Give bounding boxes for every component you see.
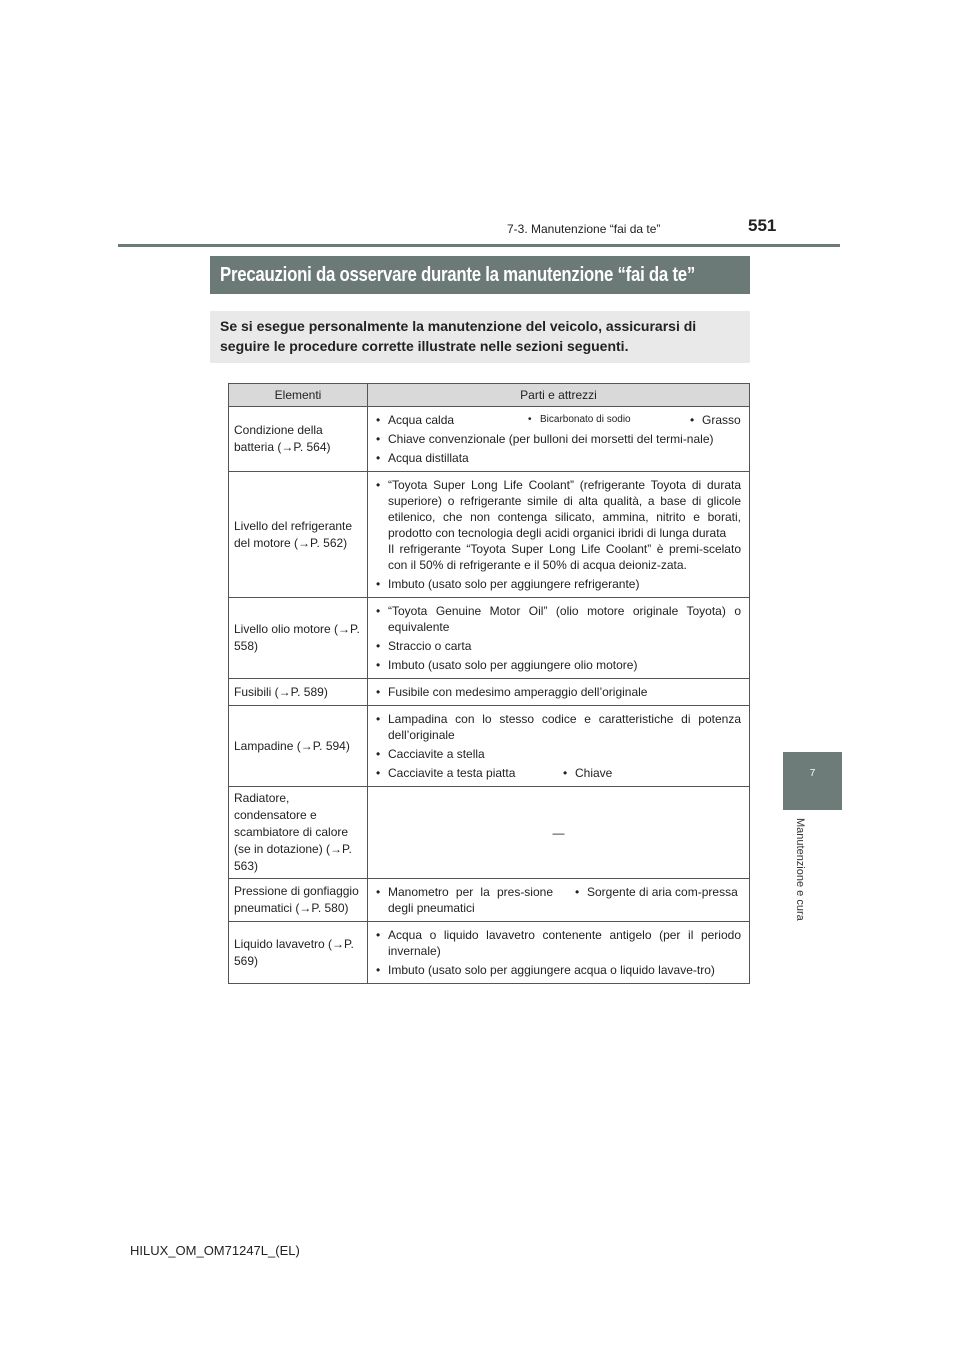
table-row bbox=[229, 706, 750, 787]
parts-cell bbox=[368, 472, 750, 598]
intro-text: Se si esegue personalmente la manutenzione del veicolo, assicurarsi di seguire le procedure corrette illustrate nelle sezioni seguenti. bbox=[220, 318, 697, 354]
list-item: • Lampadina con lo stesso codice e caratteristiche di potenza dell’originale bbox=[376, 711, 741, 743]
element-cell: Livello olio motore (→P. 558) bbox=[229, 598, 368, 679]
list-item: • Grasso bbox=[690, 412, 741, 428]
table-header-row bbox=[229, 384, 750, 407]
element-cell: Liquido lavavetro (→P. 569) bbox=[229, 922, 368, 984]
items-table bbox=[228, 383, 750, 984]
list-item: • “Toyota Genuine Motor Oil” (olio motore originale Toyota) o equivalente bbox=[376, 603, 741, 635]
list-item: • Imbuto (usato solo per aggiungere olio motore) bbox=[376, 657, 741, 673]
table-row bbox=[229, 407, 750, 472]
list-item bbox=[376, 477, 741, 573]
intro-box bbox=[210, 311, 750, 363]
inline-items bbox=[376, 412, 741, 428]
element-cell: Pressione di gonfiaggio pneumatici (→P. 580) bbox=[229, 879, 368, 922]
table-row bbox=[229, 922, 750, 984]
parts-cell bbox=[368, 407, 750, 472]
chapter-label-text: Manutenzione e cura bbox=[794, 818, 806, 921]
table-row bbox=[229, 598, 750, 679]
list-item: • Sorgente di aria com-pressa bbox=[575, 884, 739, 916]
parts-cell bbox=[368, 598, 750, 679]
inline-items bbox=[376, 765, 741, 781]
parts-cell bbox=[368, 922, 750, 984]
empty-dash: — bbox=[552, 825, 565, 840]
list-item: • Acqua distillata bbox=[376, 450, 741, 466]
parts-cell bbox=[368, 706, 750, 787]
element-cell: Livello del refrigerante del motore (→P. 562) bbox=[229, 472, 368, 598]
table-row bbox=[229, 787, 750, 879]
table-row bbox=[229, 679, 750, 706]
list-item: • Acqua o liquido lavavetro contenente antigelo (per il periodo invernale) bbox=[376, 927, 741, 959]
table-row bbox=[229, 472, 750, 598]
coolant-note: Il refrigerante “Toyota Super Long Life Coolant” è premi-scelato con il 50% di refrigerante e il 50% di acqua deioniz-zata. bbox=[388, 542, 741, 572]
section-title: Precauzioni da osservare durante la manutenzione “fai da te” bbox=[220, 264, 696, 286]
element-cell: Fusibili (→P. 589) bbox=[229, 679, 368, 706]
list-item: • Straccio o carta bbox=[376, 638, 741, 654]
footer-doc-code: HILUX_OM_OM71247L_(EL) bbox=[130, 1243, 300, 1258]
header-section-title: 7-3. Manutenzione “fai da te” bbox=[507, 222, 661, 236]
list-item: • Chiave convenzionale (per bulloni dei morsetti del termi-nale) bbox=[376, 431, 741, 447]
list-item: • Cacciavite a stella bbox=[376, 746, 741, 762]
list-item: • Bicarbonato di sodio bbox=[528, 412, 690, 428]
chapter-tab bbox=[783, 752, 842, 810]
list-item: • Fusibile con medesimo amperaggio dell’originale bbox=[376, 684, 741, 700]
header-rule bbox=[118, 244, 840, 247]
list-item: • Imbuto (usato solo per aggiungere refrigerante) bbox=[376, 576, 741, 592]
list-item: • Cacciavite a testa piatta bbox=[376, 765, 563, 781]
section-title-bar bbox=[210, 256, 750, 294]
list-item-text: “Toyota Super Long Life Coolant” (refrigerante Toyota di durata superiore) o refrigerante simile di alta qualità, a base di glicole etilenico, che non contenga silicato, ammina, nitrito e borati, prodotto con tecnologia degli acidi organici ibridi di lunga durata bbox=[388, 478, 741, 540]
inline-items bbox=[376, 884, 741, 916]
parts-cell bbox=[368, 879, 750, 922]
parts-cell bbox=[368, 679, 750, 706]
column-header-elements: Elementi bbox=[229, 384, 368, 407]
parts-cell bbox=[368, 787, 750, 879]
table-row bbox=[229, 879, 750, 922]
list-item: • Chiave bbox=[563, 765, 612, 781]
list-item: • Imbuto (usato solo per aggiungere acqua o liquido lavave-tro) bbox=[376, 962, 741, 978]
element-cell: Radiatore, condensatore e scambiatore di calore (se in dotazione) (→P. 563) bbox=[229, 787, 368, 879]
page-number: 551 bbox=[748, 216, 777, 235]
list-item: • Manometro per la pres-sione degli pneumatici bbox=[376, 884, 553, 916]
list-item: • Acqua calda bbox=[376, 412, 528, 428]
element-cell: Condizione della batteria (→P. 564) bbox=[229, 407, 368, 472]
column-header-parts: Parti e attrezzi bbox=[368, 384, 750, 407]
chapter-tab-number: 7 bbox=[809, 768, 816, 779]
element-cell: Lampadine (→P. 594) bbox=[229, 706, 368, 787]
